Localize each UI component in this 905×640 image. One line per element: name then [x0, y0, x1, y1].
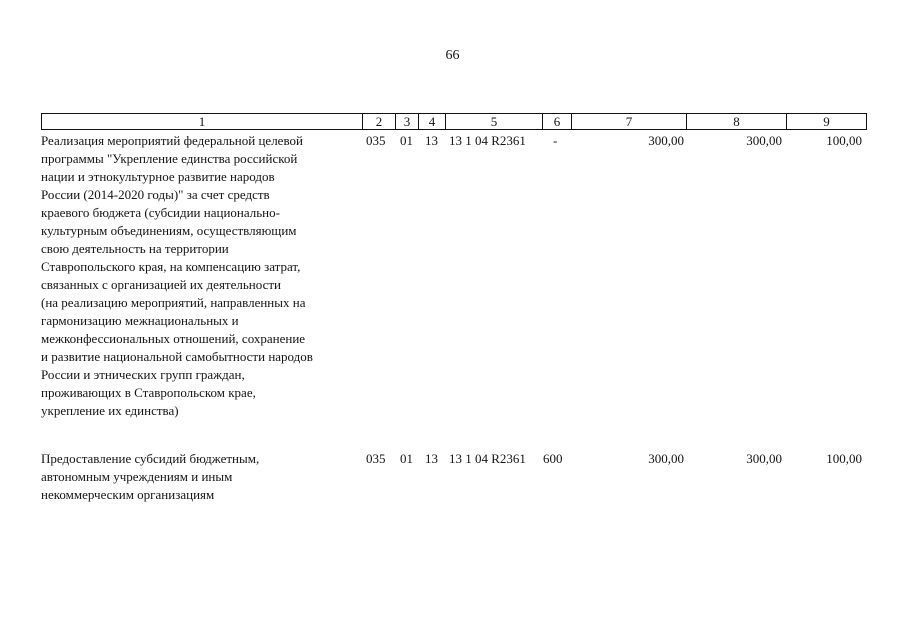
row-description: Предоставление субсидий бюджетным, автономным учреждениям и иным некоммерческим организациям — [41, 451, 260, 502]
header-col-2: 2 — [362, 113, 395, 130]
table-header — [0, 113, 905, 130]
target-article-code: 13 1 04 R2361 — [449, 451, 526, 466]
amount-col-8: 300,00 — [746, 451, 782, 466]
header-col-4: 4 — [418, 113, 445, 130]
target-article-code: 13 1 04 R2361 — [449, 133, 526, 148]
section-code: 01 — [400, 451, 413, 466]
amount-col-9: 100,00 — [826, 451, 862, 466]
section-code: 01 — [400, 133, 413, 148]
header-col-7: 7 — [571, 113, 686, 130]
amount-col-7: 300,00 — [648, 133, 684, 148]
row-description: Реализация мероприятий федеральной целевой программы "Укрепление единства российской нации и этнокультурное развитие народов России (2014-2020 годы)" за счет средств краевого бюджета (субсидии национально- культурным объединениям, осуществляющим свою деятельность на территории Ставропольского края, на компенсацию затрат, связанных с организацией их деятельности (на реализацию мероприятий, направленных на гармонизацию межнациональных и межконфессиональных отношений, сохранение и развитие национальной самобытности народов России и этнических групп граждан, проживающих в Ставропольском крае, укрепление их единства) — [41, 133, 313, 418]
subsection-code: 13 — [425, 133, 438, 148]
header-col-3: 3 — [395, 113, 418, 130]
header-col-9: 9 — [786, 113, 867, 130]
ministry-code: 035 — [366, 133, 386, 148]
amount-col-7: 300,00 — [648, 451, 684, 466]
header-col-8: 8 — [686, 113, 786, 130]
expense-type-code: - — [553, 133, 558, 148]
page-number: 66 — [445, 48, 460, 63]
amount-col-8: 300,00 — [746, 133, 782, 148]
header-col-1: 1 — [41, 113, 362, 130]
header-col-6: 6 — [542, 113, 571, 130]
expense-type-code: 600 — [543, 451, 563, 466]
header-col-5: 5 — [445, 113, 542, 130]
subsection-code: 13 — [425, 451, 438, 466]
ministry-code: 035 — [366, 451, 386, 466]
amount-col-9: 100,00 — [826, 133, 862, 148]
